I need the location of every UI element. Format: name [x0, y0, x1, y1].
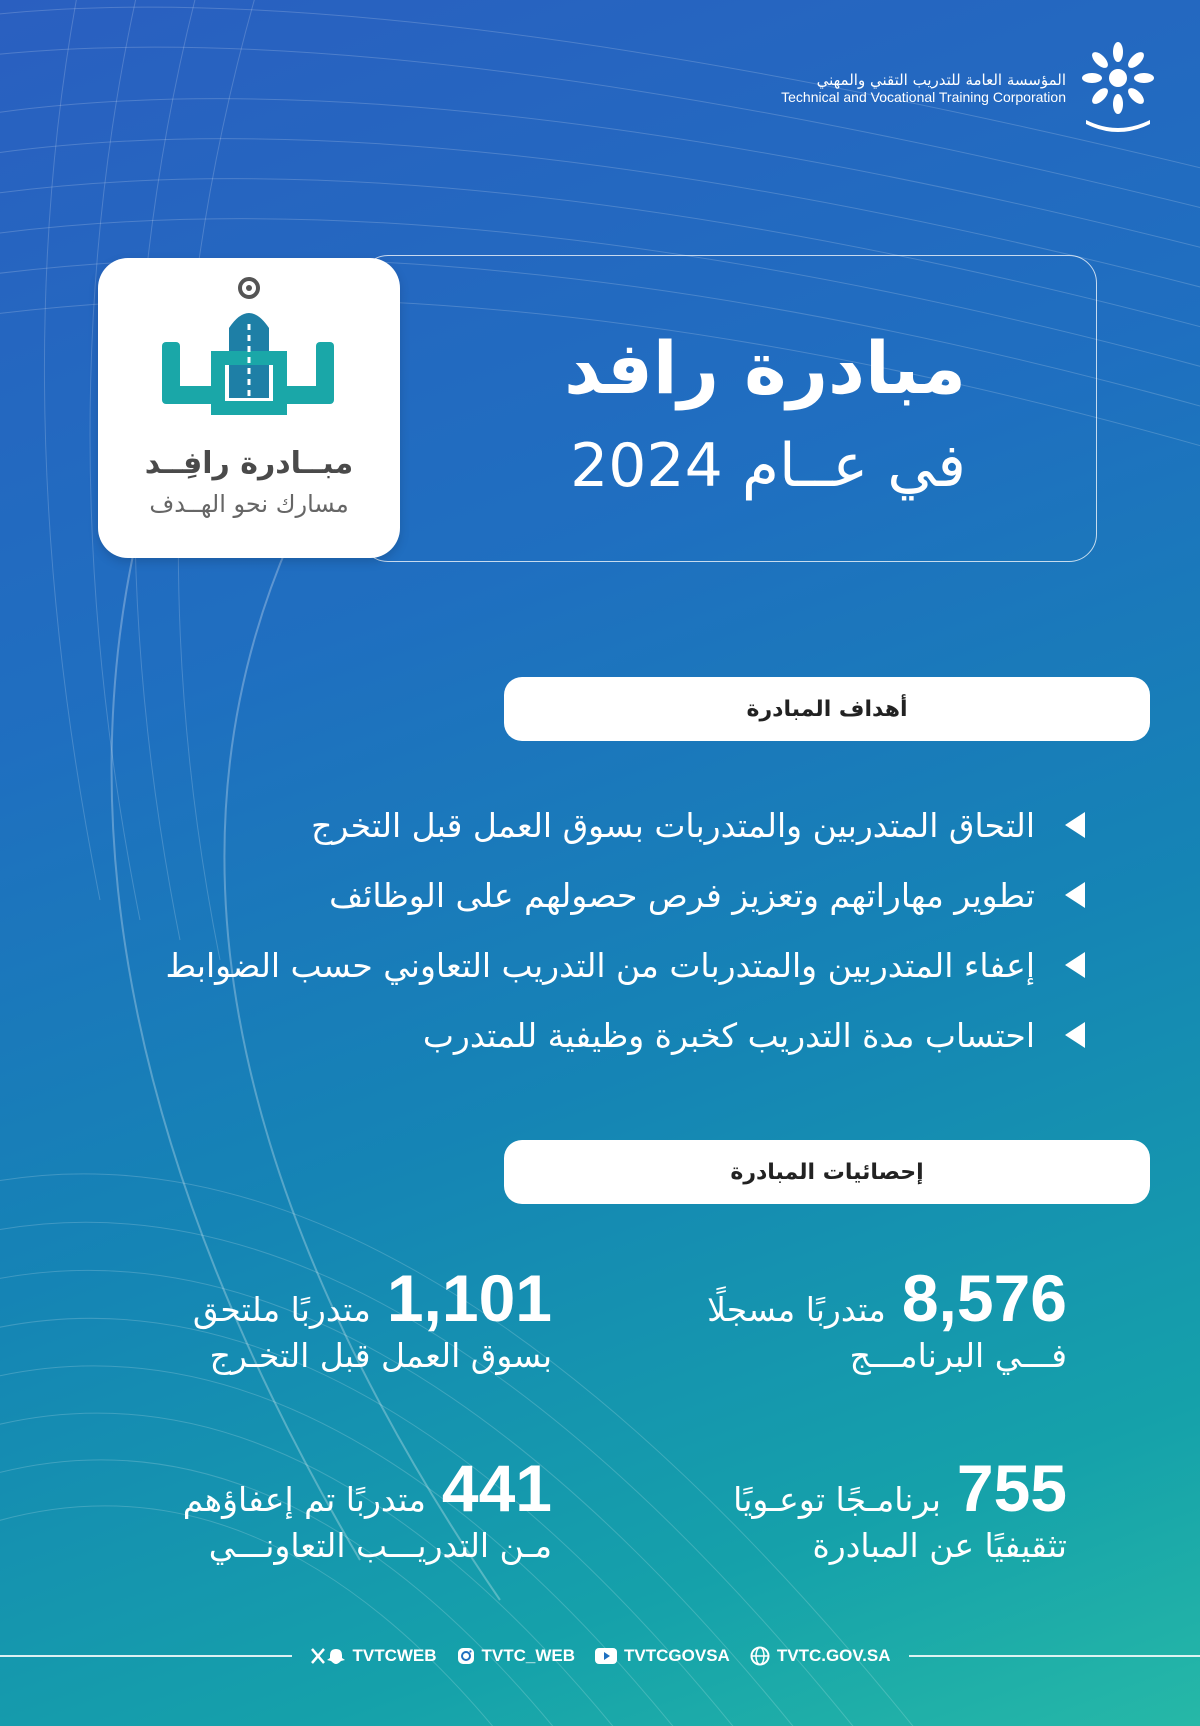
goal-text: التحاق المتدربين والمتدربات بسوق العمل قبل التخرج: [311, 805, 1035, 845]
list-item: [85, 860, 1085, 930]
rafed-logo-card: [98, 258, 400, 558]
stat-label: برنامـجًا توعـويًا: [733, 1480, 941, 1519]
org-name-english: Technical and Vocational Training Corporation: [781, 89, 1066, 105]
stat-label: متدربًا ملتحق: [192, 1290, 371, 1329]
footer-divider-right: [909, 1655, 1200, 1657]
org-header: [781, 40, 1160, 136]
stat-awareness-programs: [733, 1450, 1067, 1565]
social-x-snapchat[interactable]: [310, 1646, 437, 1666]
stat-joined-market: [193, 1260, 552, 1375]
logo-title: مبــادرة رافِــد: [144, 446, 354, 481]
stats-heading: إحصائيات المبادرة: [504, 1140, 1150, 1204]
globe-icon: [750, 1646, 770, 1666]
stat-number: 755: [956, 1451, 1067, 1525]
stat-label-line2: بسوق العمل قبل التخـرج: [209, 1336, 552, 1375]
org-name-arabic: المؤسسة العامة للتدريب التقني والمهني: [816, 71, 1066, 89]
stat-label-line2: مـن التدريـــب التعاونـــي: [208, 1526, 552, 1565]
title-box: [360, 255, 1097, 562]
stat-exempted: [183, 1450, 552, 1565]
rafed-logo-icon: [98, 258, 400, 448]
social-website[interactable]: [750, 1646, 891, 1666]
org-name-block: [781, 71, 1066, 105]
x-snapchat-icon: [310, 1647, 346, 1665]
page-title: مبادرة رافد: [564, 326, 966, 410]
bullet-triangle-icon: [1065, 952, 1085, 978]
instagram-icon: [457, 1647, 475, 1665]
bullet-triangle-icon: [1065, 1022, 1085, 1048]
stat-label: متدربًا مسجلًا: [707, 1290, 886, 1329]
stat-label-line2: تثقيفيًا عن المبادرة: [812, 1526, 1067, 1565]
social-youtube[interactable]: [595, 1646, 730, 1666]
social-footer: [0, 1640, 1200, 1672]
youtube-icon: [595, 1648, 617, 1664]
stat-label: متدربًا تم إعفاؤهم: [182, 1480, 426, 1519]
stat-number: 1,101: [386, 1261, 552, 1335]
logo-tagline: مسارك نحو الهــدف: [149, 490, 349, 518]
bullet-triangle-icon: [1065, 882, 1085, 908]
stat-number: 441: [441, 1451, 552, 1525]
social-handle: TVTC_WEB: [481, 1646, 576, 1665]
list-item: [85, 1000, 1085, 1070]
page-subtitle: في عــام 2024: [570, 431, 966, 501]
goal-text: إعفاء المتدربين والمتدربات من التدريب التعاوني حسب الضوابط: [165, 945, 1035, 985]
stat-label-line2: فـــي البرنامـــج: [849, 1336, 1067, 1375]
stat-registered: [707, 1260, 1067, 1375]
social-handle: TVTC.GOV.SA: [776, 1646, 891, 1665]
bullet-triangle-icon: [1065, 812, 1085, 838]
goals-list: [85, 790, 1085, 1070]
goal-text: تطوير مهاراتهم وتعزيز فرص حصولهم على الوظائف: [329, 875, 1035, 915]
social-instagram[interactable]: [457, 1646, 576, 1666]
list-item: [85, 790, 1085, 860]
social-handle: TVTCGOVSA: [624, 1646, 730, 1665]
social-handle: TVTCWEB: [352, 1646, 437, 1665]
goal-text: احتساب مدة التدريب كخبرة وظيفية للمتدرب: [422, 1015, 1035, 1055]
stat-number: 8,576: [901, 1261, 1067, 1335]
goals-heading: أهداف المبادرة: [504, 677, 1150, 741]
tvtc-star-logo-icon: [1076, 40, 1160, 136]
list-item: [85, 930, 1085, 1000]
footer-divider-left: [0, 1655, 292, 1657]
